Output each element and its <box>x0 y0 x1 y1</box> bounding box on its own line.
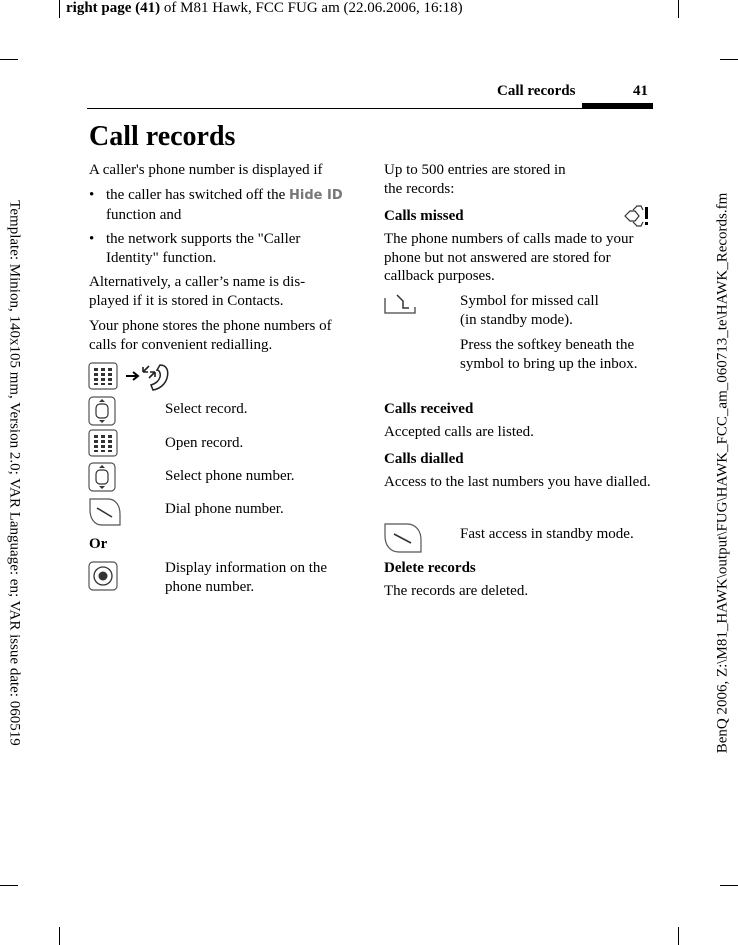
page-title: Call records <box>89 121 236 152</box>
step-text: Select phone number. <box>165 468 295 484</box>
right-margin-slug: BenQ 2006, Z:\M81_HAWK\output\FUG\HAWK_FCC_am_060713_te\HAWK_Records.fm <box>714 192 731 753</box>
running-header-title: Call records <box>497 83 576 99</box>
menu-key-icon <box>88 362 118 390</box>
header-rule <box>87 108 653 109</box>
call-records-icon <box>140 362 172 392</box>
slug-page-label: right page (41) <box>66 0 161 16</box>
missed-symbol-text: Symbol for missed call (in standby mode). <box>460 293 599 328</box>
header-tab-bar <box>582 103 653 109</box>
intro-text: A caller's phone number is displayed if <box>89 162 323 178</box>
slug-details: of M81 Hawk, FCC FUG am (22.06.2006, 16:18) <box>160 0 463 16</box>
print-slug <box>66 0 463 17</box>
storage-text: Up to 500 entries are stored in the records: <box>384 162 566 197</box>
step-text: Open record. <box>165 435 244 451</box>
hide-id-keyword: Hide ID <box>289 188 343 203</box>
calls-dialled-text: Access to the last numbers you have dialled. <box>384 474 651 490</box>
calls-missed-text: The phone numbers of calls made to your phone but not answered are stored for callback purposes. <box>384 231 634 284</box>
step-text: Select record. <box>165 401 248 417</box>
delete-records-heading: Delete records <box>384 560 476 576</box>
delete-records-text: The records are deleted. <box>384 583 529 599</box>
navigation-key-icon <box>88 396 116 426</box>
or-label: Or <box>89 536 108 552</box>
calls-received-heading: Calls received <box>384 401 474 417</box>
missed-softkey-text: Press the softkey beneath the symbol to bring up the inbox. <box>460 337 638 372</box>
calls-missed-heading: Calls missed <box>384 208 464 224</box>
alternative-text: Alternatively, a caller’s name is dis- played if it is stored in Contacts. <box>89 274 306 309</box>
calls-dialled-heading: Calls dialled <box>384 451 464 467</box>
display-info-text: Display information on the phone number. <box>165 560 328 595</box>
call-key-icon <box>88 496 122 528</box>
crop-mark <box>59 0 60 18</box>
page-number: 41 <box>633 83 648 99</box>
bullet-item: • the caller has switched off the Hide ID function and <box>89 187 343 223</box>
bullet-item: • the network supports the "Caller Identity" function. <box>89 231 301 266</box>
softkey-icon <box>383 292 417 316</box>
navigation-key-icon <box>88 462 116 492</box>
store-text: Your phone stores the phone numbers of calls for convenient redialling. <box>89 318 332 353</box>
view-key-icon <box>88 561 118 591</box>
step-text: Dial phone number. <box>165 501 284 517</box>
menu-key-icon <box>88 429 118 457</box>
crop-mark <box>678 927 679 945</box>
missed-calls-icon <box>622 205 650 227</box>
bullet-dot: • <box>89 187 95 203</box>
calls-received-text: Accepted calls are listed. <box>384 424 534 440</box>
crop-mark <box>59 927 60 945</box>
crop-mark <box>678 0 679 18</box>
bullet-dot: • <box>89 231 95 247</box>
left-margin-slug: Template: Minion, 140x105 mm, Version 2.0; VAR Language: en; VAR issue date: 060519 <box>6 199 23 746</box>
call-key-icon <box>383 521 423 555</box>
fast-access-text: Fast access in standby mode. <box>460 526 634 542</box>
